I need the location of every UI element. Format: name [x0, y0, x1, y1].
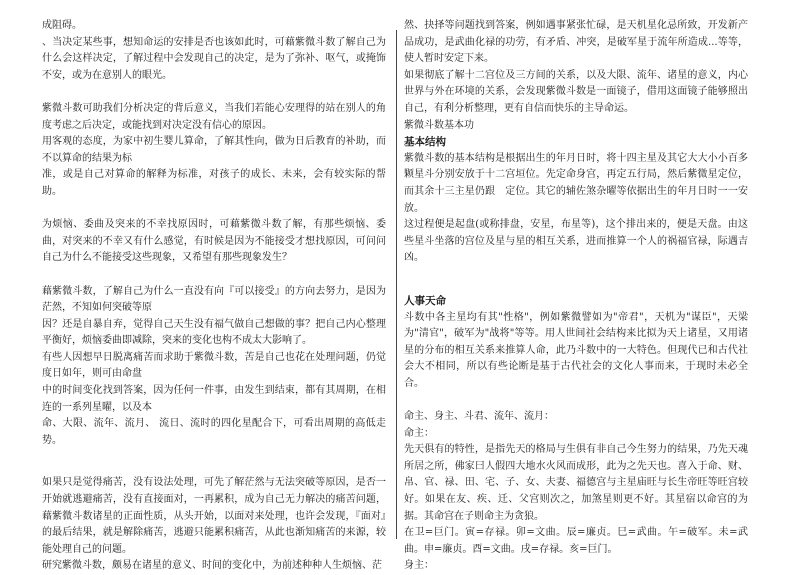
paragraph: 这过程便是起盘(或称排盘，安星，布星等)，这个排出来的，便是天盘。由这些星斗坐落的宫位及星与星的相互关系，进而推算一个人的祸福官禄，际遇吉凶。 [404, 219, 748, 264]
paragraph: 如果彻底了解十二宫位及三方间的关系，以及大限、流年、诸星的意义，内心世界与外在环境的关系，会发现紫微斗数是一面镜子，借用这面镜子能够照出自己，有利分析整理，更有自信而快乐的主导命运。 [404, 69, 748, 114]
column-divider [396, 30, 397, 539]
paragraph: 研究紫微斗数，颇易在诸星的意义、时间的变化中，为前述种种人生烦恼、茫 [42, 560, 382, 572]
paragraph: 命主、身主、斗君、流年、流月： [404, 411, 554, 423]
paragraph: 有些人因想早日脱离痛苦而求助于紫微斗数，苦是自己也花在处理问题，仍觉度日如年，则可由命盘 [42, 351, 386, 380]
paragraph: 紫微斗数基本功 [404, 119, 474, 131]
paragraph: 身主： [404, 560, 434, 572]
paragraph: 然、抉择等问题找到答案，例如遇事紧张忙碌，是天机星化忌所致，开发新产品成功，是武曲化禄的功劳，有矛盾、冲突，是破军星于流年所造成...等等，使人暂时安定下来。 [404, 20, 748, 65]
right-column [404, 18, 748, 572]
paragraph: 先天俱有的特性，是指先天的格局与生俱有非自己今生努力的结果，乃先天魂所居之所，佛家曰人假四大地水火风而成形，此为之先天也。喜入于命、财、帛、官、禄、田、宅、子、女、夫妻、福德宫与主星庙旺与长生帝旺等旺宫较好。如果在友、疾、迁、父宫则次之，加煞星则更不好。其星宿以命宫的为据。其命宫在子则命主为贪狼。 [404, 444, 748, 522]
paragraph: 用客观的态度，为家中初生婴儿算命，了解其性向，做为日后教育的补助，而不以算命的结果为标 [42, 136, 386, 164]
paragraph: 、当决定某些事，想知命运的安排是否也该如此时，可藉紫微斗数了解自己为什么会这样决定，了解过程中会发现自己的决定，是为了弥补、呕气，或掩饰不安，或为在意别人的眼光。 [42, 36, 386, 81]
paragraph: 成阻碍。 [42, 20, 82, 31]
paragraph: 为烦恼、委曲及突来的不幸找原因时，可藉紫微斗数了解，有那些烦恼、委曲，对突来的不幸又有什么感觉，有时候是因为不能接受才想找原因，可问问自己为什么不能接受这些现象，又希望有那些现象发生？ [42, 219, 386, 264]
paragraph: 因？还是自暴自弃，觉得自己天生没有福气做自己想做的事？把自己内心整理平衡好，烦恼委曲即减除，突来的变化也构不成太大影响了。 [42, 318, 386, 347]
left-column [42, 18, 386, 572]
paragraph: 如果只是觉得痛苦，没有设法处理，可先了解茫然与无法突破等原因，是否一开始就逃避痛苦，没有直接面对，一再累积，成为自己无力解决的痛苦问题，藉紫微斗数诸星的正面性质，从头开始，以面对来处理，也许会发现，『面对』的最后结果，就是解除痛苦，逃避只能累积痛苦，从此也渐知痛苦的来源，较能处理自己的问题。 [42, 477, 386, 555]
paragraph: 命主： [404, 427, 434, 439]
paragraph: 藉紫微斗数，了解自己为什么一直没有向『可以接受』的方向去努力，是因为茫然，不知如何突破等原 [42, 285, 386, 314]
section-heading-fate: 人事天命 [404, 294, 446, 307]
paragraph: 在卫=巨门。寅=存禄。卯=文曲。辰=廉贞。巳=武曲。午=破军。未=武曲。申=廉贞。酉=文曲。戌=存禄。亥=巨门。 [404, 527, 748, 555]
paragraph: 紫微斗数可助我们分析决定的背后意义，当我们若能心安理得的站在别人的角度考虑之后决定，或能找到对决定没有信心的原因。 [42, 102, 386, 131]
section-heading-structure: 基本结构 [404, 136, 446, 149]
paragraph: 紫微斗数的基本结构是根据出生的年月日时，将十四主星及其它大大小小百多颗星斗分别安放于十二宫垣位。先定命身宫，再定五行局，然后紫微星定位，而其余十三主星仍跟 定位。其它的辅佐煞杂曜等依据出生的年月日时一一安放。 [404, 152, 748, 214]
paragraph: 命、大限、流年、流月、 流日、流时的四化星配合下，可看出周期的高低走势。 [42, 418, 386, 446]
paragraph: 斗数中各主星均有其"性格"，例如紫微譬如为"帝君"，天机为"谋臣"，天梁为"清官"，破军为"战将"等等。用人世间社会结构来比拟为天上诸星，又用诸星的分布的相互关系来推算人命，此乃斗数中的一大特色。但现代已和古代社会大不相同，所以有些论断是基于古代社会的文化人事而来，于现时未必全合。 [404, 311, 748, 389]
paragraph: 准，或是自己对算命的解释为标准，对孩子的成长、未来，会有较实际的帮助。 [42, 169, 386, 197]
paragraph: 中的时间变化找到答案，因为任何一件事，由发生到结束，都有其周期，在相连的一系列星曜，以及本 [42, 385, 386, 413]
